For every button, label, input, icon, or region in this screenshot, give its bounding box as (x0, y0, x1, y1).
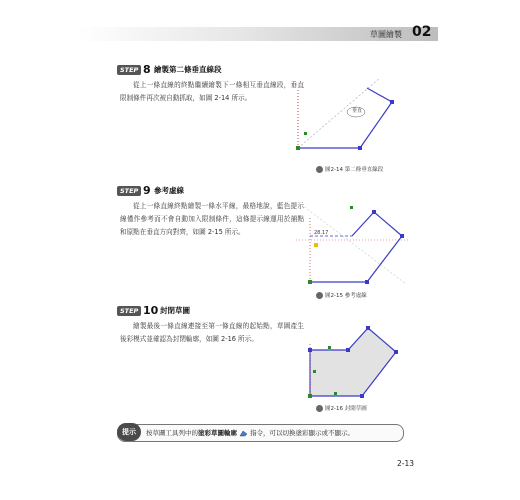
figure-label: 垂直 (352, 108, 363, 114)
step-number: 10 (143, 304, 159, 317)
figure-2-15 (292, 196, 412, 288)
figure-caption: 圖2-15 參考虛線 (316, 292, 367, 300)
figure-caption: 圖2-16 封閉草圖 (316, 405, 367, 413)
step-badge: STEP (117, 186, 141, 196)
step-number: 9 (143, 184, 151, 197)
step-paragraph: 從上一條直線的終點繼續繪製下一條相互垂直線段，垂直限制條件再次被自動抓取，如圖 2-14 所示。 (120, 81, 304, 102)
step-paragraph: 繪製最後一條直線連接至第一條直線的起始點，草圖產生後彩模式並確認為封閉輪廓，如圖 2-16 所示。 (120, 322, 304, 343)
caption-bullet-icon (316, 166, 323, 173)
chapter-title: 草圖繪製 (370, 30, 402, 39)
caption-bullet-icon (316, 405, 323, 412)
caption-bullet-icon (316, 292, 323, 299)
step-title: 封閉草圖 (160, 306, 190, 315)
figure-2-16 (300, 316, 410, 402)
figure-caption: 圖2-14 第二條垂直線段 (316, 166, 383, 174)
step-badge: STEP (117, 65, 141, 75)
figure-label: 28.17 (314, 230, 329, 236)
step-title: 繪製第二條垂直線段 (154, 65, 222, 74)
chapter-number: 02 (412, 24, 432, 40)
step-badge: STEP (117, 306, 141, 316)
page-number: 2-13 (397, 459, 415, 468)
step-paragraph: 從上一條直線終點繪製一條水平線，最格地說，藍色提示線僅作參考而不會自動加入限制條件，這條提示線運用於捕點和原點在垂直方向對齊，如圖 2-15 所示。 (120, 202, 304, 236)
tip-label: 提示 (117, 423, 141, 441)
step-number: 8 (143, 63, 151, 76)
tip-command-name: 塗彩草圖輪廓 (198, 429, 237, 437)
tip-text: 按草圖工具列中的塗彩草圖輪廓 指令，可以切換塗彩顯示或不顯示。 (146, 429, 354, 437)
step-title: 參考虛線 (154, 186, 184, 195)
shaded-sketch-contours-icon (239, 430, 248, 437)
figure-2-14 (292, 70, 412, 165)
